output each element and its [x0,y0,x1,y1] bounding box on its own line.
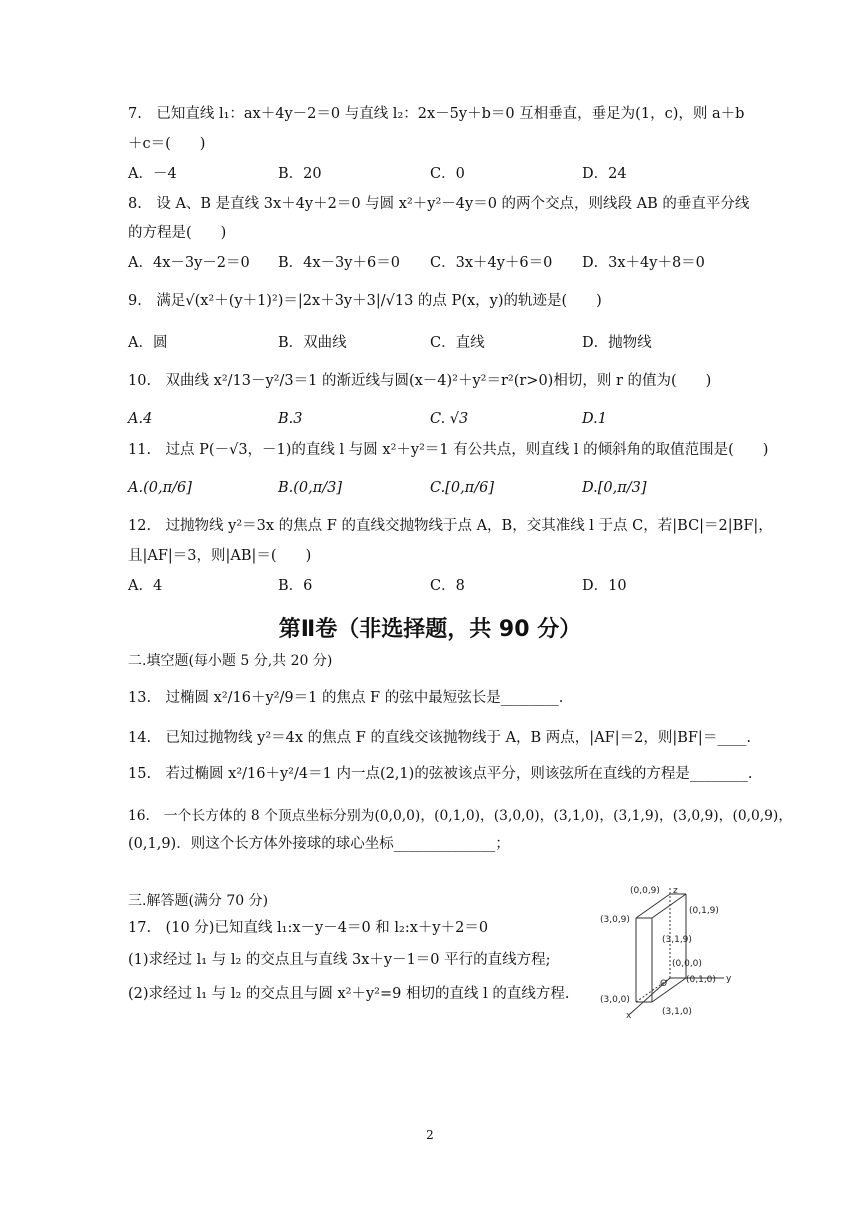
q7-choice-a: A．－4 [128,166,177,182]
q10-choice-d: D.1 [582,411,607,427]
q11-choice-c: C.[0,π/6] [430,480,494,496]
q7-choice-c: C．0 [430,166,465,182]
q8-choice-d: D．3x＋4y＋8＝0 [582,255,705,271]
vertex-label-019: (0,1,9) [689,906,719,916]
q11-choice-a: A.(0,π/6] [128,480,192,496]
q8-choice-c: C．3x＋4y＋6＝0 [430,255,553,271]
q9-stem: 9. 满足√(x²＋(y＋1)²)＝|2x＋3y＋3|/√13 的点 P(x，y)的轨迹是( ) [128,293,602,309]
q12-choice-c: C．8 [430,578,465,594]
page-number: 2 [426,1128,434,1142]
q7-stem-line1: 7. 已知直线 l₁：ax＋4y－2＝0 与直线 l₂：2x－5y＋b＝0 互相垂直，垂足为(1，c)，则 a＋b [128,106,745,122]
q8-choice-a: A．4x－3y－2＝0 [128,255,250,271]
q12-choice-a: A．4 [128,578,163,594]
origin-label: O [660,979,668,989]
q16-stem-line1: 16. 一个长方体的 8 个顶点坐标分别为(0,0,0)，(0,1,0)，(3,0,0)，(3,1,0)，(3,1,9)，(3,0,9)，(0,0,9)， [128,808,793,824]
q11-choice-b: B.(0,π/3] [278,480,343,496]
q7-choice-d: D．24 [582,166,627,182]
q7-choice-b: B．20 [278,166,322,182]
vertex-label-009: (0,0,9) [630,886,660,896]
q17-stem: 17. (10 分)已知直线 l₁:x－y－4＝0 和 l₂:x＋y＋2＝0 [128,920,489,936]
q9-choice-c: C．直线 [430,335,485,351]
axis-z-label: z [673,886,678,896]
vertex-label-309: (3,0,9) [600,915,630,925]
q14-stem: 14. 已知过抛物线 y²＝4x 的焦点 F 的直线交该抛物线于 A，B 两点，|AF|＝2，则|BF|＝____. [128,730,751,746]
q11-choice-d: D.[0,π/3] [582,480,647,496]
q11-stem: 11. 过点 P(－√3，－1)的直线 l 与圆 x²＋y²＝1 有公共点，则直线 l 的倾斜角的取值范围是( ) [128,442,769,458]
axis-y-label: y [726,974,732,984]
part2-title: 第Ⅱ卷（非选择题，共 90 分） [278,617,582,642]
q10-choice-a: A.4 [128,411,153,427]
vertex-label-000: (0,0,0) [672,959,702,969]
q12-choice-b: B．6 [278,578,313,594]
q17-part2: (2)求经过 l₁ 与 l₂ 的交点且与圆 x²＋y²=9 相切的直线 l 的直线方程. [128,986,570,1002]
q15-stem: 15. 若过椭圆 x²/16＋y²/4＝1 内一点(2,1)的弦被该点平分，则该弦所在直线的方程是________. [128,766,753,782]
vertex-label-310: (3,1,0) [662,1007,692,1017]
q10-stem: 10. 双曲线 x²/13－y²/3＝1 的渐近线与圆(x－4)²＋y²＝r²(r>0)相切，则 r 的值为( ) [128,373,712,389]
q8-choice-b: B．4x－3y＋6＝0 [278,255,400,271]
q17-part1: (1)求经过 l₁ 与 l₂ 的交点且与直线 3x＋y－1＝0 平行的直线方程; [128,952,551,968]
q10-choice-c: C. √3 [430,411,469,427]
q8-stem-line1: 8. 设 A、B 是直线 3x＋4y＋2＝0 与圆 x²＋y²－4y＝0 的两个交点，则线段 AB 的垂直平分线 [128,196,750,212]
q9-choice-a: A．圆 [128,335,168,351]
q10-choice-b: B.3 [278,411,303,427]
q13-stem: 13. 过椭圆 x²/16＋y²/9＝1 的焦点 F 的弦中最短弦长是________. [128,690,564,706]
q16-stem-line2: (0,1,9)．则这个长方体外接球的球心坐标______________； [128,836,510,852]
q9-choice-b: B．双曲线 [278,335,347,351]
q12-stem-line1: 12. 过抛物线 y²＝3x 的焦点 F 的直线交抛物线于点 A，B，交其准线 l 于点 C，若|BC|＝2|BF|， [128,518,773,534]
q9-choice-d: D．抛物线 [582,335,652,351]
answer-section-header: 三.解答题(满分 70 分) [128,893,269,909]
cuboid-figure [596,884,736,1020]
vertex-label-319: (3,1,9) [662,935,692,945]
fill-section-header: 二.填空题(每小题 5 分,共 20 分) [128,653,333,669]
q8-stem-line2: 的方程是( ) [128,225,227,241]
vertex-label-010: (0,1,0) [686,975,716,985]
q7-stem-line2: ＋c＝( ) [128,136,206,152]
axis-x-label: x [626,1011,632,1020]
q12-choice-d: D．10 [582,578,627,594]
vertex-label-300: (3,0,0) [600,995,630,1005]
q12-stem-line2: 且|AF|＝3，则|AB|＝( ) [128,548,312,564]
